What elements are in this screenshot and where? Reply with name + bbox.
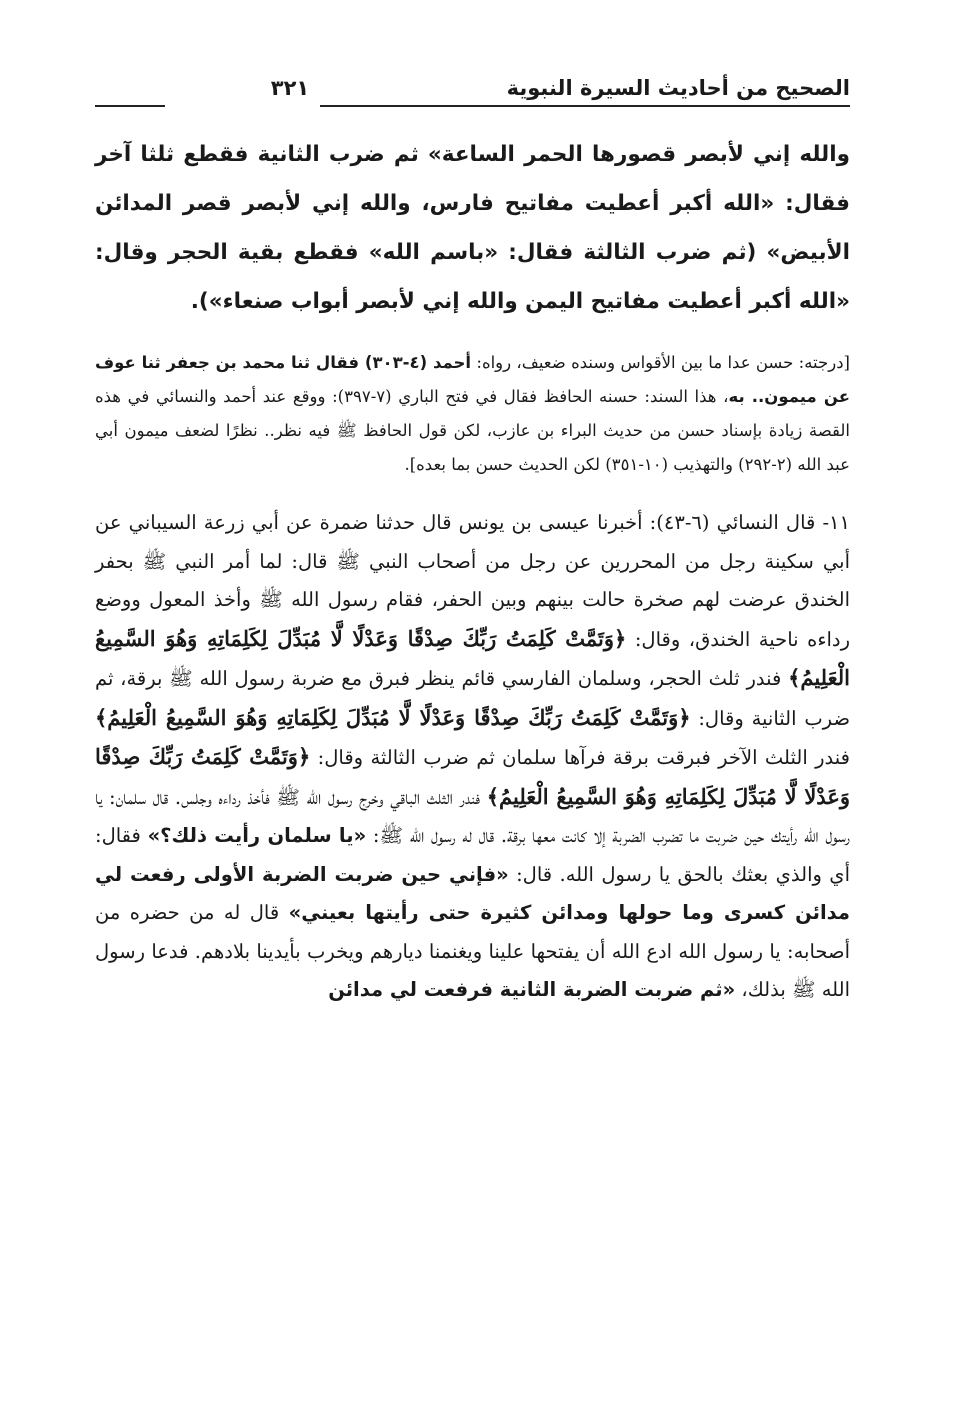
grading-source: أحمد (٤-٣٠٣) فقال ثنا محمد بن جعفر ثنا عوف عن ميمون.. به: [95, 353, 850, 406]
grading-text: ، هذا السند: حسنه الحافظ فقال في فتح الباري (٧-٣٩٧): ووقع عند أحمد والنسائي في هذه القصة زيادة بإسناد حسن من حديث البراء بن عازب، لكن قول الحافظ ﷺ فيه نظر.. نظرًا لضعف ميمون أبي عبد الله (٢-٢٩٢) والتهذيب (١٠-٣٥١) لكن الحديث حسن بما بعده].: [95, 387, 850, 474]
prophet-quote: «فإني حين ضربت الضربة الأولى رفعت لي مدائن كسرى وما حولها ومدائن كثيرة حتى رأيتها بعيني»: [95, 862, 850, 924]
prophet-quote: «ثم ضربت الضربة الثانية فرفعت لي مدائن: [328, 978, 736, 1001]
narration-text: ١١- قال النسائي (٦-٤٣): أخبرنا عيسى بن يونس قال حدثنا ضمرة عن أبي زرعة السيباني عن أبي سكينة رجل من المحررين عن رجل من أصحاب النبي ﷺ قال: لما أمر النبي ﷺ بحفر الخندق عرضت لهم صخرة حالت بينهم وبين الحفر، فقام رسول الله ﷺ وأخذ المعول ووضع رداءه ناحية الخندق، وقال:: [95, 511, 851, 651]
grading-note: [95, 346, 850, 482]
narration-paragraph: [95, 504, 850, 1010]
page-header: [95, 68, 850, 108]
prophet-quote: «يا سلمان رأيت ذلك؟»: [147, 824, 367, 847]
header-rule: [320, 105, 850, 107]
quran-verse: ﴿وَتَمَّتْ كَلِمَتُ رَبِّكَ صِدْقًا وَعَدْلًا لَّا مُبَدِّلَ لِكَلِمَاتِهِ وَهُوَ السَّمِيعُ الْعَلِيمُ﴾: [95, 704, 691, 730]
page-number: ٣٢١: [270, 76, 310, 100]
narration-text: فندر ثلث الحجر، وسلمان الفارسي قائم ينظر فبرق مع ضربة رسول الله ﷺ برقة، ثم ضرب الثانية وقال:: [95, 667, 850, 730]
quran-verse: ﴿وَتَمَّتْ كَلِمَتُ رَبِّكَ صِدْقًا وَعَدْلًا لَّا مُبَدِّلَ لِكَلِمَاتِهِ وَهُوَ السَّمِيعُ الْعَلِيمُ﴾: [95, 625, 850, 690]
header-rule-short: [95, 105, 165, 107]
grading-text: [درجته: حسن عدا ما بين الأقواس وسنده ضعيف، رواه:: [471, 353, 850, 372]
hadith-continuation: والله إني لأبصر قصورها الحمر الساعة» ثم ضرب الثانية فقطع ثلثا آخر فقال: «الله أكبر أعطيت مفاتيح فارس، والله إني لأبصر قصر المدائن الأبيض» (ثم ضرب الثالثة فقال: «باسم الله» فقطع بقية الحجر وقال: «الله أكبر أعطيت مفاتيح اليمن والله إني لأبصر أبواب صنعاء»).: [95, 142, 850, 314]
narration-text: فندر الثلث الباقي وخرج رسول الله ﷺ فأخذ رداءه وجلس. قال سلمان: يا رسول الله رأيتك حين ضربت ما تضرب الضربة إلا كانت معها برقة. قال له رسول الله ﷺ:: [95, 785, 850, 847]
narration-text: فقال: أي والذي بعثك بالحق يا رسول الله. قال:: [95, 824, 850, 886]
page-body: [95, 130, 850, 1010]
quran-verse: ﴿وَتَمَّتْ كَلِمَتُ رَبِّكَ صِدْقًا وَعَدْلًا لَّا مُبَدِّلَ لِكَلِمَاتِهِ وَهُوَ السَّمِيعُ الْعَلِيمُ﴾: [95, 744, 850, 809]
narration-text: قال له من حضره من أصحابه: يا رسول الله ادع الله أن يفتحها علينا ويغنمنا ديارهم ويخرب بأيدينا بلادهم. فدعا رسول الله ﷺ بذلك،: [95, 901, 850, 1001]
narration-text: فندر الثلث الآخر فبرقت برقة فرآها سلمان ثم ضرب الثالثة وقال:: [310, 746, 851, 769]
book-title: الصحيح من أحاديث السيرة النبوية: [506, 76, 850, 100]
